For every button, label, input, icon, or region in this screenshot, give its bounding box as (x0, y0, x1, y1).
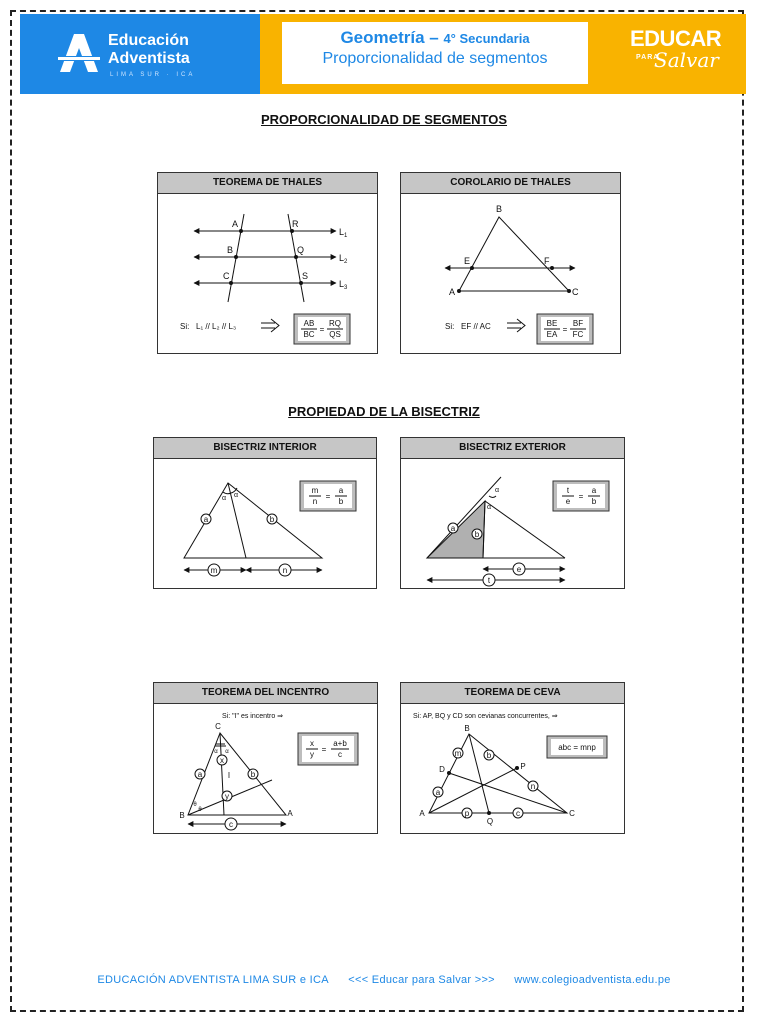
ratio-den: b (338, 497, 344, 506)
condition-text: L₁ // L₂ // L₃ (196, 322, 237, 331)
label-c: c (516, 809, 520, 818)
point-label: C (223, 271, 230, 281)
panel-bisectriz-exterior (400, 437, 625, 589)
point-label: I (227, 771, 231, 780)
label-e: e (516, 565, 522, 574)
ratio-den: b (591, 497, 597, 506)
label-a: a (203, 515, 209, 524)
ratio-num: a (338, 486, 344, 495)
header-banner (20, 14, 746, 94)
ratio-den: y (310, 750, 314, 759)
grade-label: 4° Secundaria (443, 31, 530, 46)
triangle-abc (459, 217, 569, 291)
panel-title: COROLARIO DE THALES (401, 173, 620, 194)
angle-theta: θ (198, 807, 202, 813)
logo-line-2: Adventista (108, 50, 190, 67)
point-label: Q (297, 245, 305, 255)
point-label: E (464, 256, 471, 266)
ratio-den: FC (572, 330, 584, 339)
page-border (10, 10, 744, 1012)
main-title: PROPORCIONALIDAD DE SEGMENTOS (260, 112, 508, 127)
footer (0, 974, 768, 986)
brand-script: Salvar (654, 48, 719, 72)
section-title-bisectriz: PROPIEDAD DE LA BISECTRIZ (288, 404, 480, 419)
panel-incentro (153, 682, 378, 834)
label-m: m (454, 749, 462, 758)
condition-prefix: Si: (445, 322, 455, 331)
ratio-den: e (565, 497, 571, 506)
ratio-num: BE (546, 319, 558, 328)
logo-line-1: Educación (108, 32, 189, 49)
condition-text: Si: AP, BQ y CD son cevianas concurrentes, ⇒ (413, 713, 558, 720)
line-label: $L_2$ (339, 253, 348, 265)
panel-title: BISECTRIZ EXTERIOR (401, 438, 624, 459)
point-label: A (287, 809, 293, 818)
ratio-num: a+b (333, 739, 347, 748)
title-box (282, 22, 588, 84)
point-label: B (179, 811, 185, 820)
svg-text:=: = (562, 325, 568, 334)
logo-a-icon (56, 30, 102, 76)
ratio-num: x (310, 739, 314, 748)
ratio-den: BC (303, 330, 315, 339)
svg-text:=: = (325, 492, 331, 501)
corolario-diagram (401, 194, 620, 354)
brand-para: PARA (636, 54, 660, 61)
label-a: a (197, 770, 203, 779)
label-b: b (486, 751, 492, 760)
topic-title: Proporcionalidad de segmentos (322, 50, 548, 67)
label-x: x (220, 756, 224, 765)
footer-org: EDUCACIÓN ADVENTISTA LIMA SUR e ICA (97, 974, 329, 986)
point-label: B (496, 204, 503, 214)
point-label: Q (486, 817, 494, 826)
bisector-c (220, 733, 224, 815)
panel-title: TEOREMA DE CEVA (401, 683, 624, 704)
label-b: b (250, 770, 256, 779)
condition-prefix: Si: (180, 322, 190, 331)
ratio-num: AB (303, 319, 315, 328)
angle-alpha: α (233, 492, 239, 499)
point-label: A (419, 809, 425, 818)
label-n: n (282, 566, 288, 575)
label-c: c (229, 820, 233, 829)
footer-motto: <<< Educar para Salvar >>> (348, 974, 495, 986)
point-label: S (302, 271, 309, 281)
angle-alpha: α (486, 504, 492, 511)
panel-title: BISECTRIZ INTERIOR (154, 438, 376, 459)
logo-tagline: LIMA SUR · ICA (110, 72, 196, 78)
implies-arrow-icon (507, 319, 525, 332)
ratio-num: BF (572, 319, 584, 328)
svg-text:=: = (578, 492, 584, 501)
ratio-num: a (591, 486, 597, 495)
point-label: R (292, 219, 299, 229)
condition-text: Si: "I" es incentro ⇒ (222, 713, 284, 720)
ratio-num: RQ (329, 319, 341, 328)
title-area (260, 14, 614, 94)
thales-diagram (158, 194, 377, 354)
label-p: p (464, 809, 470, 818)
ratio-den: EA (546, 330, 558, 339)
panel-corolario (400, 172, 621, 354)
ratio-den: c (338, 750, 342, 759)
line-label: $L_3$ (339, 279, 348, 291)
bisectriz-exterior-diagram (401, 459, 624, 589)
condition-text: EF // AC (461, 322, 491, 331)
implies-arrow-icon (261, 319, 279, 332)
line-label: $L_1$ (339, 227, 348, 239)
panel-bisectriz-interior (153, 437, 377, 589)
ratio-den: n (312, 497, 318, 506)
label-b: b (474, 530, 480, 539)
point-label: P (520, 762, 526, 771)
point-label: C (572, 287, 579, 297)
label-t: t (487, 576, 491, 585)
brand-area (614, 14, 746, 94)
panel-title: TEOREMA DE THALES (158, 173, 377, 194)
ratio-den: QS (329, 330, 341, 339)
cevian-cd (449, 773, 567, 813)
label-y: y (225, 792, 229, 801)
panel-title: TEOREMA DEL INCENTRO (154, 683, 377, 704)
angle-alpha: α (214, 749, 218, 755)
ratio-num: t (566, 486, 570, 495)
point-label: D (439, 765, 445, 774)
ceva-formula: abc = mnp (558, 743, 596, 752)
angle-theta: θ (193, 802, 197, 808)
point-label: B (227, 245, 234, 255)
brand-main: EDUCAR (630, 26, 722, 51)
point-label: B (464, 724, 470, 733)
angle-alpha: α (494, 487, 500, 494)
point-label: A (449, 287, 456, 297)
label-n: n (530, 782, 536, 791)
angle-alpha: α (221, 495, 227, 502)
incentro-diagram (154, 704, 377, 834)
footer-web-link[interactable]: www.colegioadventista.edu.pe (514, 974, 671, 986)
point-label: F (544, 256, 550, 266)
logo-area (20, 14, 260, 94)
label-a: a (450, 524, 456, 533)
point-label: A (232, 219, 239, 229)
ratio-num: m (311, 486, 319, 495)
subject-name: Geometría – (340, 28, 439, 47)
ceva-diagram (401, 704, 624, 834)
point-label: C (569, 809, 575, 818)
bisectriz-interior-diagram (154, 459, 376, 589)
svg-text:=: = (319, 325, 325, 334)
cevian-bq (469, 734, 489, 813)
svg-text:=: = (321, 745, 327, 754)
label-a: a (435, 788, 441, 797)
subject-title (282, 28, 588, 48)
point-label: C (215, 722, 221, 731)
angle-alpha: α (225, 749, 229, 755)
label-b: b (269, 515, 275, 524)
panel-ceva (400, 682, 625, 834)
label-m: m (210, 566, 218, 575)
panel-thales (157, 172, 378, 354)
